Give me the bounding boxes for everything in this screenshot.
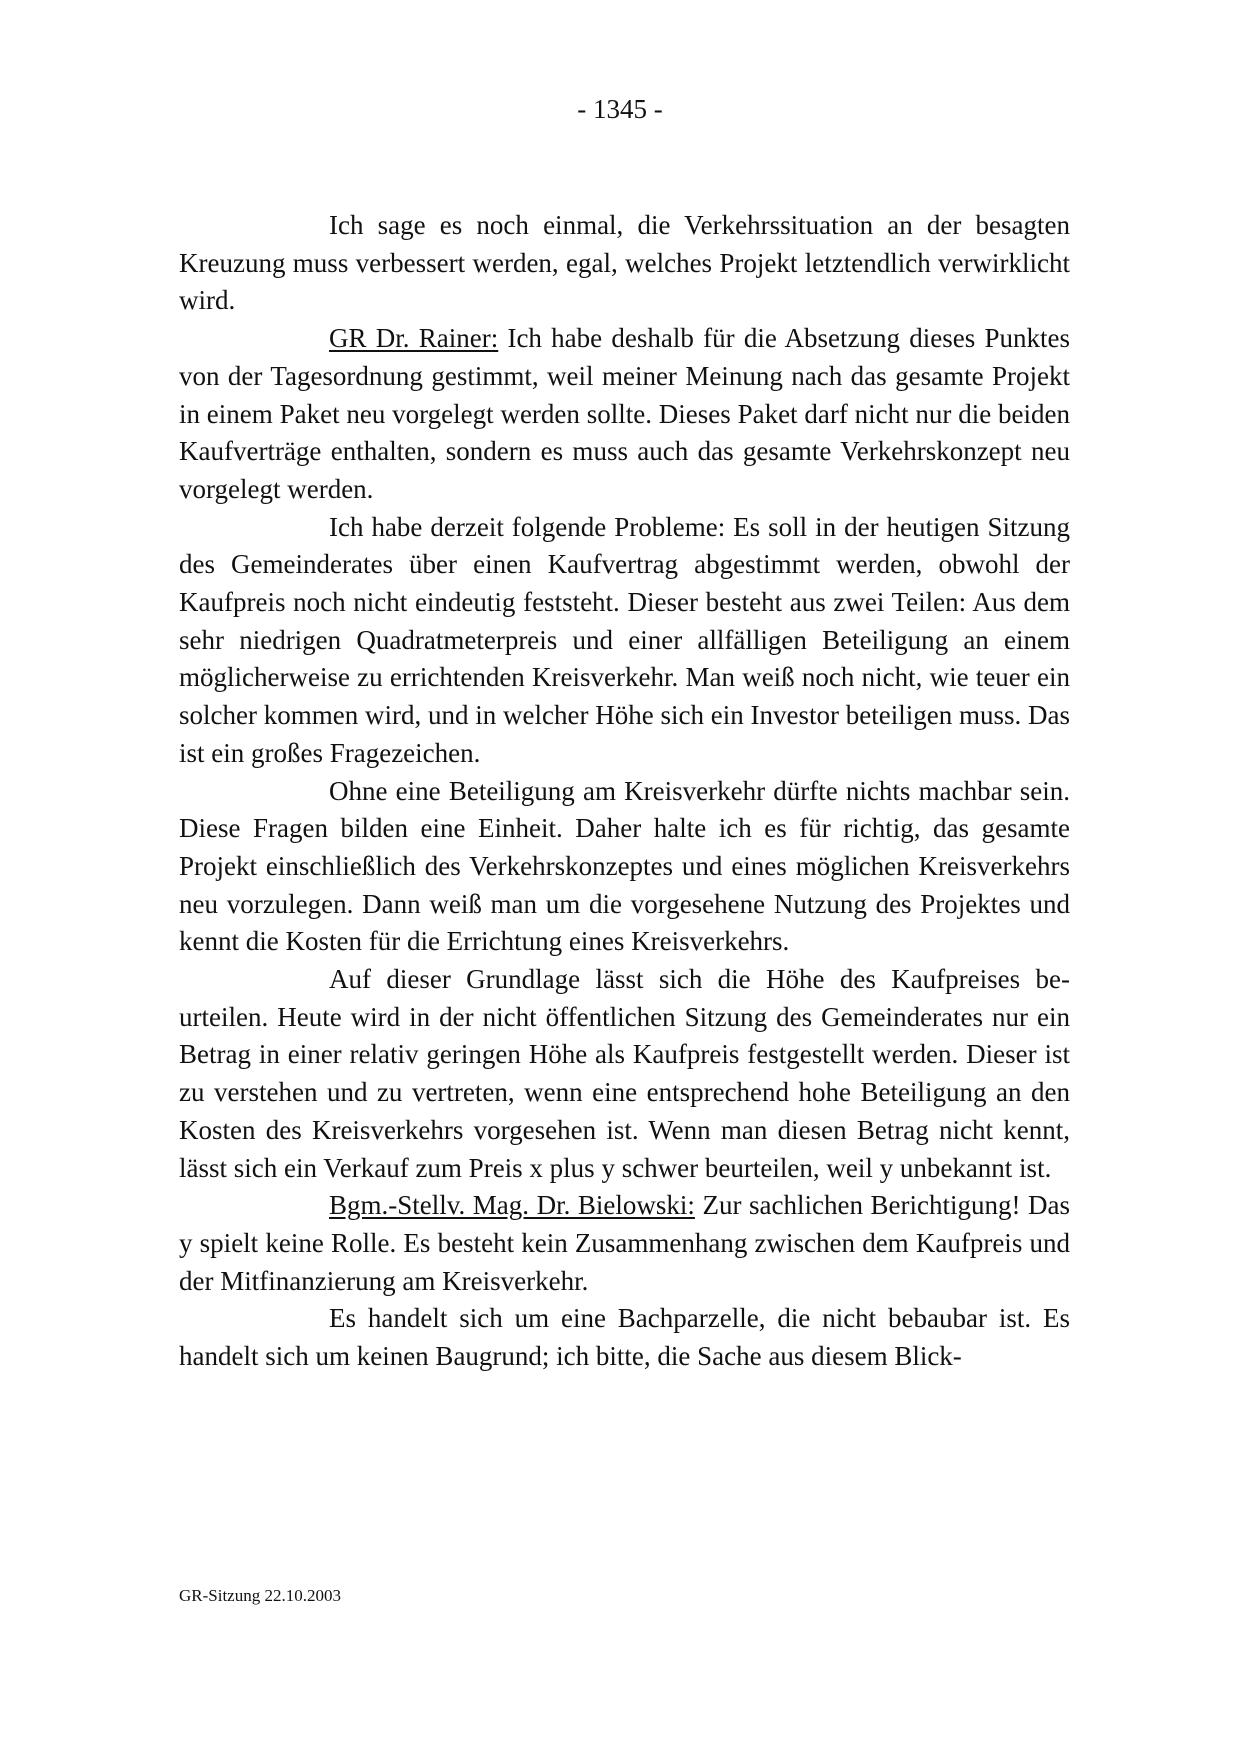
footer-session-date: GR-Sitzung 22.10.2003 — [179, 1586, 341, 1605]
paragraph-text: Ich habe deshalb für die Absetzung dieses Punktes von der Tagesordnung gestimmt, weil meiner Meinung nach das gesamte Projekt in einem Paket neu vorgelegt werden sollte. Dieses Paket darf nicht nur die beiden Kaufverträge enthalten, sondern es muss auch das gesamte Verkehrskonzept neu vorgelegt werden. — [179, 323, 1070, 504]
paragraph-2 — [179, 320, 1070, 509]
paragraph-text: Ich sage es noch einmal, die Verkehrssituation an der besagten Kreuzung muss verbessert werden, egal, welches Projekt letztendlich verwirklicht wird. — [179, 210, 1070, 316]
document-body — [179, 207, 1070, 1376]
paragraph-3 — [179, 509, 1070, 773]
paragraph-text: Auf dieser Grundlage lässt sich die Höhe des Kaufpreises beurteilen. Heute wird in der nicht öffentlichen Sitzung des Gemeinderates nur ein Betrag in einer relativ geringen Höhe als Kaufpreis festgestellt werden. Dieser ist zu verstehen und zu vertreten, wenn eine entsprechend hohe Beteiligung an den Kosten des Kreisverkehrs vorgesehen ist. Wenn man diesen Betrag nicht kennt, lässt sich ein Verkauf zum Preis x plus y schwer beurteilen, weil y unbekannt ist. — [179, 964, 1070, 1183]
paragraph-4 — [179, 773, 1070, 962]
paragraph-text: Zur sachlichen Berichtigung! Das y spielt keine Rolle. Es besteht kein Zusammenhang zwischen dem Kaufpreis und der Mitfinanzierung am Kreisverkehr. — [179, 1190, 1070, 1296]
paragraph-7 — [179, 1300, 1070, 1375]
speaker-name: GR Dr. Rainer: — [329, 323, 499, 354]
paragraph-text: Ich habe derzeit folgende Probleme: Es soll in der heutigen Sitzung des Gemeinderates über einen Kaufvertrag abgestimmt werden, obwohl der Kaufpreis noch nicht eindeutig feststeht. Dieser besteht aus zwei Teilen: Aus dem sehr niedrigen Quadratmeterpreis und einer allfälligen Beteiligung an einem möglicherweise zu errichtenden Kreisverkehr. Man weiß noch nicht, wie teuer ein solcher kommen wird, und in welcher Höhe sich ein Investor beteiligen muss. Das ist ein großes Fragezeichen. — [179, 511, 1070, 768]
paragraph-6 — [179, 1187, 1070, 1300]
speaker-name: Bgm.-Stellv. Mag. Dr. Bielowski: — [329, 1190, 695, 1221]
paragraph-text: Ohne eine Beteiligung am Kreisverkehr dürfte nichts machbar sein. Diese Fragen bilden eine Einheit. Daher halte ich es für richtig, das gesamte Projekt einschließlich des Verkehrskonzeptes und eines möglichen Kreisverkehrs neu vorzulegen. Dann weiß man um die vorgesehene Nutzung des Projektes und kennt die Kosten für die Errichtung eines Kreisverkehrs. — [179, 775, 1070, 957]
paragraph-text: Es handelt sich um eine Bachparzelle, die nicht bebaubar ist. Es handelt sich um keinen Baugrund; ich bitte, die Sache aus diesem Blick- — [179, 1303, 1070, 1372]
paragraph-1 — [179, 207, 1070, 320]
paragraph-5 — [179, 961, 1070, 1187]
page-number: - 1345 - — [577, 94, 663, 124]
